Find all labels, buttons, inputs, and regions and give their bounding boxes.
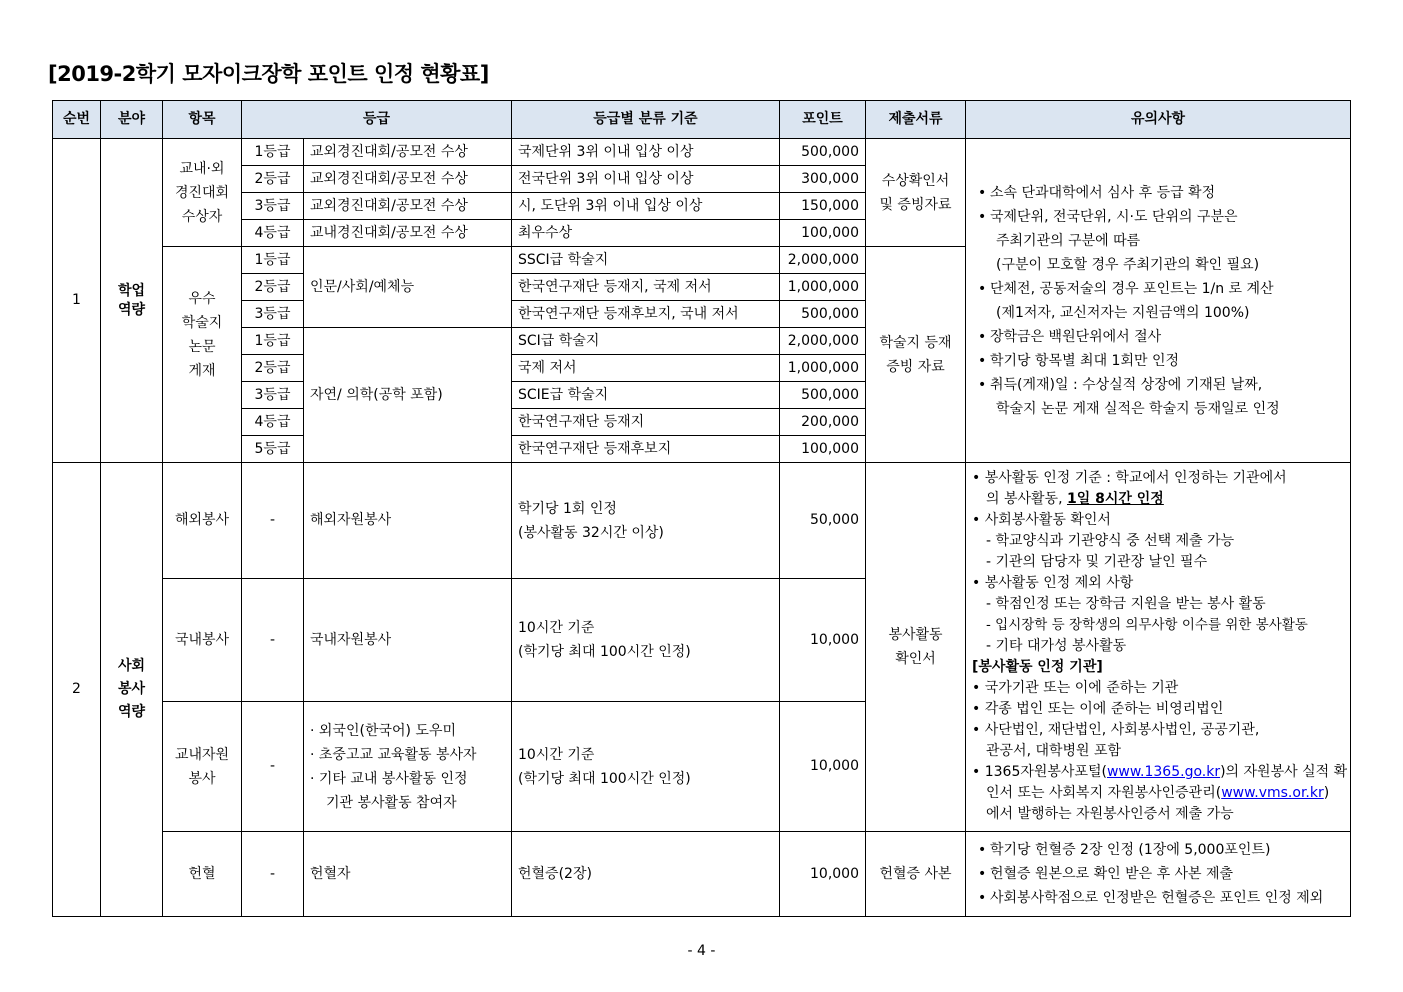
points-cell: 10,000: [780, 832, 866, 917]
page-title: [2019-2학기 모자이크장학 포인트 인정 현황표]: [48, 62, 489, 86]
note-item: - 학교양식과 기관양식 중 선택 제출 가능: [986, 533, 1235, 549]
type-cell: 교외경진대회/공모전 수상: [304, 193, 512, 220]
link-vms[interactable]: www.vms.or.kr: [1221, 785, 1324, 801]
criteria-cell: 국제 저서: [512, 355, 780, 382]
note-item: 의 봉사활동,: [986, 491, 1067, 507]
grade-cell: -: [242, 702, 304, 832]
header-points: 포인트: [780, 101, 866, 139]
points-table: [52, 100, 1351, 917]
note-item: 봉사활동 인정 기준 : 학교에서 인정하는 기관에서: [984, 470, 1287, 486]
note-item: • 취득(게재)일 : 수상실적 상장에 기재된 날짜,: [976, 373, 1344, 397]
points-cell: 500,000: [780, 301, 866, 328]
grade-cell: 1등급: [242, 328, 304, 355]
grade-cell: 5등급: [242, 436, 304, 463]
points-cell: 10,000: [780, 702, 866, 832]
type-item: 기관 봉사활동 참여자: [326, 794, 457, 811]
docs-cell: 수상확인서 및 증빙자료: [866, 139, 966, 247]
type-item: 외국인(한국어) 도우미: [318, 722, 456, 739]
grade-cell: 1등급: [242, 247, 304, 274]
grade-cell: 3등급: [242, 193, 304, 220]
note-item: - 학점인정 또는 장학금 지원을 받는 봉사 활동: [986, 596, 1266, 612]
header-field: 분야: [101, 101, 163, 139]
table-row: [53, 463, 1351, 579]
link-1365[interactable]: www.1365.go.kr: [1106, 764, 1221, 780]
grade-cell: 1등급: [242, 139, 304, 166]
docs-cell: 학술지 등재 증빙 자료: [866, 247, 966, 463]
header-docs: 제출서류: [866, 101, 966, 139]
points-cell: 500,000: [780, 382, 866, 409]
row-item: 해외봉사: [163, 463, 242, 579]
criteria-cell: 10시간 기준 (학기당 최대 100시간 인정): [512, 579, 780, 702]
criteria-cell: 한국연구재단 등재지: [512, 409, 780, 436]
note-item: 에서 발행하는 자원봉사인증서 제출 가능: [986, 806, 1234, 822]
points-cell: 50,000: [780, 463, 866, 579]
header-criteria: 등급별 분류 기준: [512, 101, 780, 139]
header-row: [53, 101, 1351, 139]
criteria-cell: 한국연구재단 등재후보지: [512, 436, 780, 463]
header-no: 순번: [53, 101, 101, 139]
note-item: 1365자원봉사포털(: [984, 764, 1107, 780]
type-cell: 해외자원봉사: [304, 463, 512, 579]
grade-cell: 4등급: [242, 220, 304, 247]
criteria-cell: SCIE급 학술지: [512, 382, 780, 409]
row-no: 1: [53, 139, 101, 463]
note-item: (제1저자, 교신저자는 지원금액의 100%): [996, 304, 1250, 321]
note-item: • 소속 단과대학에서 심사 후 등급 확정: [976, 181, 1344, 205]
note-item: • 학기당 항목별 최대 1회만 인정: [976, 349, 1344, 373]
criteria-cell: 한국연구재단 등재후보지, 국내 저서: [512, 301, 780, 328]
type-cell: 자연/ 의학(공학 포함): [304, 328, 512, 463]
table-row: [53, 832, 1351, 917]
row-item: 우수 학술지 논문 게재: [163, 247, 242, 463]
header-item: 항목: [163, 101, 242, 139]
note-item: • 장학금은 백원단위에서 절사: [976, 325, 1344, 349]
criteria-cell: 최우수상: [512, 220, 780, 247]
note-item: 주최기관의 구분에 따름: [996, 232, 1141, 249]
note-item: • 국제단위, 전국단위, 시·도 단위의 구분은: [976, 205, 1344, 229]
docs-cell: 헌혈증 사본: [866, 832, 966, 917]
row-item: 교내·외 경진대회 수상자: [163, 139, 242, 247]
type-cell: 교외경진대회/공모전 수상: [304, 166, 512, 193]
points-cell: 2,000,000: [780, 328, 866, 355]
grade-cell: 2등급: [242, 274, 304, 301]
note-item: - 기관의 담당자 및 기관장 날인 필수: [986, 554, 1208, 570]
type-cell: · 외국인(한국어) 도우미 · 초중고교 교육활동 봉사자 · 기타 교내 봉사활동 인정 기관 봉사활동 참여자: [304, 702, 512, 832]
page-number: - 4 -: [687, 943, 716, 959]
note-item: 관공서, 대학병원 포함: [986, 743, 1122, 759]
table-row: [53, 139, 1351, 166]
criteria-cell: 전국단위 3위 이내 입상 이상: [512, 166, 780, 193]
points-cell: 100,000: [780, 220, 866, 247]
row-item: 헌혈: [163, 832, 242, 917]
note-item: ): [1323, 785, 1330, 801]
grade-cell: -: [242, 832, 304, 917]
note-emphasis: 1일 8시간 인정: [1066, 491, 1164, 507]
grade-cell: -: [242, 463, 304, 579]
notes-cell: • 봉사활동 인정 기준 : 학교에서 인정하는 기관에서 의 봉사활동, 1일 8시간 인정 • 사회봉사활동 확인서 - 학교양식과 기관양식 중 선택 제출 가능 - 기관의 담당자 및 기관장 날인 필수 • 봉사활동 인정 제외 사항 - 학점인정 또는 장학금 지원을 받는 봉사 활동 - 입시장학 등 장학생의 의무사항 이수를 위한 봉사활동 - 기타 대가성 봉사활동 [봉사활동 인정 기관] • 국가기관 또는 이에 준하는 기관 • 각종 법인 또는 이에 준하는 비영리법인 • 사단법인, 재단법인, 사회봉사법인, 공공기관, 관공서, 대학병원 포함 • 1365자원봉사포털(www.1365.go.kr)의 자원봉사 실적 확 인서 또는 사회복지 자원봉사인증관리(www.vms.or.kr) 에서 발행하는 자원봉사인증서 제출 가능: [966, 463, 1351, 832]
type-cell: 교외경진대회/공모전 수상: [304, 139, 512, 166]
row-item: 국내봉사: [163, 579, 242, 702]
note-heading: [봉사활동 인정 기관]: [972, 659, 1103, 675]
header-notes: 유의사항: [966, 101, 1351, 139]
criteria-cell: 학기당 1회 인정 (봉사활동 32시간 이상): [512, 463, 780, 579]
note-item: • 사회봉사학점으로 인정받은 헌혈증은 포인트 인정 제외: [976, 886, 1344, 910]
points-cell: 1,000,000: [780, 274, 866, 301]
criteria-cell: SSCI급 학술지: [512, 247, 780, 274]
criteria-cell: SCI급 학술지: [512, 328, 780, 355]
points-cell: 100,000: [780, 436, 866, 463]
points-cell: 2,000,000: [780, 247, 866, 274]
points-cell: 1,000,000: [780, 355, 866, 382]
row-item: 교내자원 봉사: [163, 702, 242, 832]
criteria-cell: 한국연구재단 등재지, 국제 저서: [512, 274, 780, 301]
points-cell: 300,000: [780, 166, 866, 193]
criteria-cell: 10시간 기준 (학기당 최대 100시간 인정): [512, 702, 780, 832]
header-grade: 등급: [242, 101, 512, 139]
type-item: 초중고교 교육활동 봉사자: [318, 746, 477, 763]
points-cell: 500,000: [780, 139, 866, 166]
note-item: 학술지 논문 게재 실적은 학술지 등재일로 인정: [996, 400, 1280, 417]
note-item: 사단법인, 재단법인, 사회봉사법인, 공공기관,: [984, 722, 1260, 738]
grade-cell: -: [242, 579, 304, 702]
type-cell: 국내자원봉사: [304, 579, 512, 702]
grade-cell: 2등급: [242, 355, 304, 382]
note-item: • 단체전, 공동저술의 경우 포인트는 1/n 로 계산: [976, 277, 1344, 301]
type-cell: 헌혈자: [304, 832, 512, 917]
note-item: (구분이 모호할 경우 주최기관의 확인 필요): [996, 256, 1260, 273]
grade-cell: 4등급: [242, 409, 304, 436]
row-no: 2: [53, 463, 101, 917]
criteria-cell: 국제단위 3위 이내 입상 이상: [512, 139, 780, 166]
points-cell: 10,000: [780, 579, 866, 702]
notes-cell: [966, 832, 1351, 917]
grade-cell: 3등급: [242, 382, 304, 409]
points-cell: 150,000: [780, 193, 866, 220]
note-item: 봉사활동 인정 제외 사항: [984, 575, 1134, 591]
row-field: 학업 역량: [101, 139, 163, 463]
points-cell: 200,000: [780, 409, 866, 436]
note-item: 국가기관 또는 이에 준하는 기관: [984, 680, 1179, 696]
note-item: )의 자원봉사 실적 확: [1220, 764, 1348, 780]
note-item: • 학기당 헌혈증 2장 인정 (1장에 5,000포인트): [976, 838, 1344, 862]
note-item: - 기타 대가성 봉사활동: [986, 638, 1127, 654]
row-field: 사회 봉사 역량: [101, 463, 163, 917]
type-cell: 인문/사회/예체능: [304, 247, 512, 328]
notes-cell: [966, 139, 1351, 463]
criteria-cell: 헌혈증(2장): [512, 832, 780, 917]
grade-cell: 3등급: [242, 301, 304, 328]
docs-cell: 봉사활동 확인서: [866, 463, 966, 832]
note-item: 인서 또는 사회복지 자원봉사인증관리(: [986, 785, 1222, 801]
criteria-cell: 시, 도단위 3위 이내 입상 이상: [512, 193, 780, 220]
type-cell: 교내경진대회/공모전 수상: [304, 220, 512, 247]
type-item: 기타 교내 봉사활동 인정: [318, 770, 468, 787]
note-item: 사회봉사활동 확인서: [984, 512, 1111, 528]
note-item: • 헌혈증 원본으로 확인 받은 후 사본 제출: [976, 862, 1344, 886]
note-item: 각종 법인 또는 이에 준하는 비영리법인: [984, 701, 1224, 717]
grade-cell: 2등급: [242, 166, 304, 193]
note-item: - 입시장학 등 장학생의 의무사항 이수를 위한 봉사활동: [986, 617, 1308, 633]
